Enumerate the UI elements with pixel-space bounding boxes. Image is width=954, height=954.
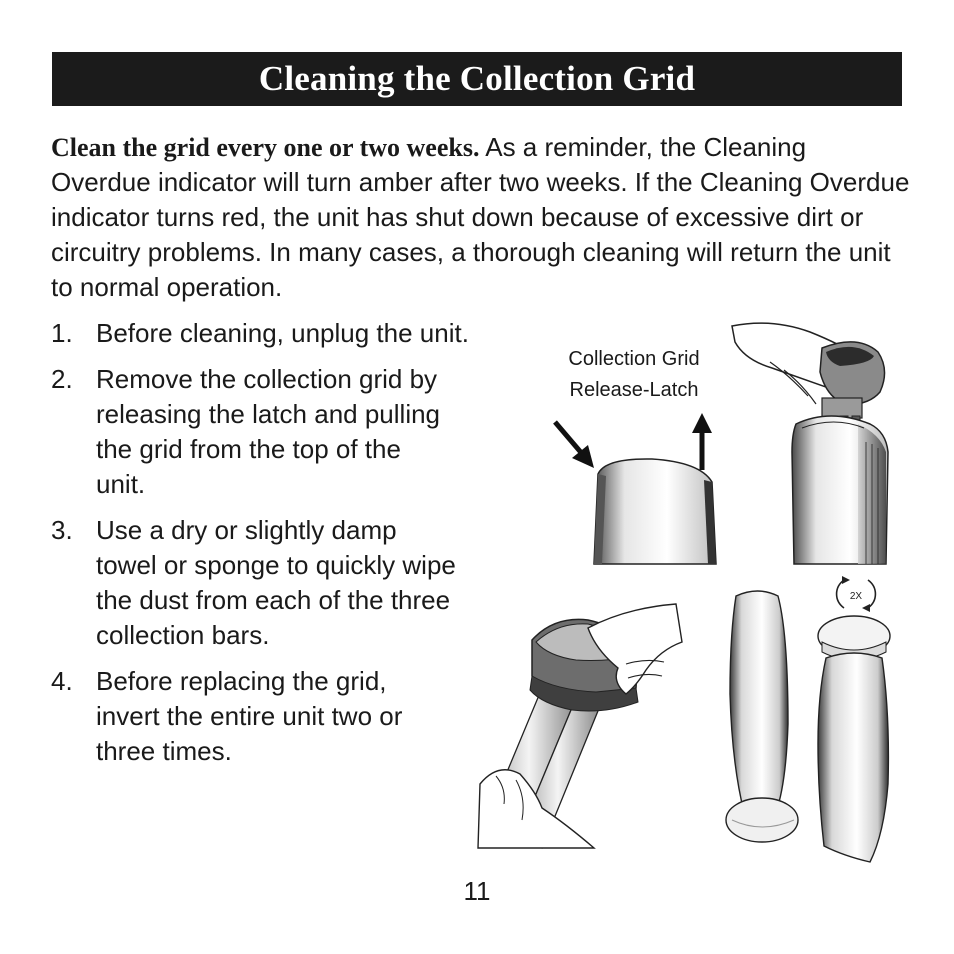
diagonal-arrow-icon	[555, 422, 594, 468]
unit-upright	[726, 591, 798, 842]
invert-count-badge: 2X	[849, 591, 863, 602]
wipe-bars-illustration	[476, 598, 684, 850]
section-header-bar	[52, 52, 902, 106]
list-item	[51, 362, 456, 502]
list-item	[51, 664, 456, 769]
step-text: Remove the collection grid by releasing the latch and pulling the grid from the top of the unit.	[96, 364, 441, 499]
page-number: 11	[463, 876, 491, 906]
list-item	[51, 316, 531, 351]
up-arrow-icon	[692, 413, 712, 470]
step-number: 1.	[51, 318, 73, 348]
step-text: Before cleaning, unplug the unit.	[96, 318, 469, 348]
rotate-arrows-icon	[837, 576, 876, 612]
unit-top-closeup	[594, 459, 716, 564]
caption-line-1: Collection Grid	[568, 348, 700, 370]
step-text: Use a dry or slightly damp towel or sponge to quickly wipe the dust from each of the three collection bars.	[96, 515, 456, 650]
intro-bold-lead: Clean the grid every one or two weeks.	[51, 133, 480, 162]
step-number: 4.	[51, 666, 73, 696]
step-text: Before replacing the grid, invert the entire unit two or three times.	[96, 666, 403, 766]
grid-removal-illustration	[540, 312, 920, 572]
section-title: Cleaning the Collection Grid	[258, 59, 696, 98]
air-purifier-unit	[792, 416, 888, 564]
cleaning-steps-list	[51, 316, 531, 780]
intro-body: As a reminder, the Cleaning Overdue indicator will turn amber after two weeks. If the Cleaning Overdue indicator turns red, the unit has shut down because of excessive dirt or circuitry problems. In many cases, a thorough cleaning will return the unit to normal operation.	[51, 132, 910, 302]
unit-inverted	[818, 616, 890, 862]
list-item	[51, 513, 456, 653]
intro-paragraph	[51, 130, 911, 305]
step-number: 2.	[51, 364, 73, 394]
step-number: 3.	[51, 515, 73, 545]
caption-line-2: Release-Latch	[569, 379, 699, 401]
invert-unit-illustration	[718, 574, 918, 870]
